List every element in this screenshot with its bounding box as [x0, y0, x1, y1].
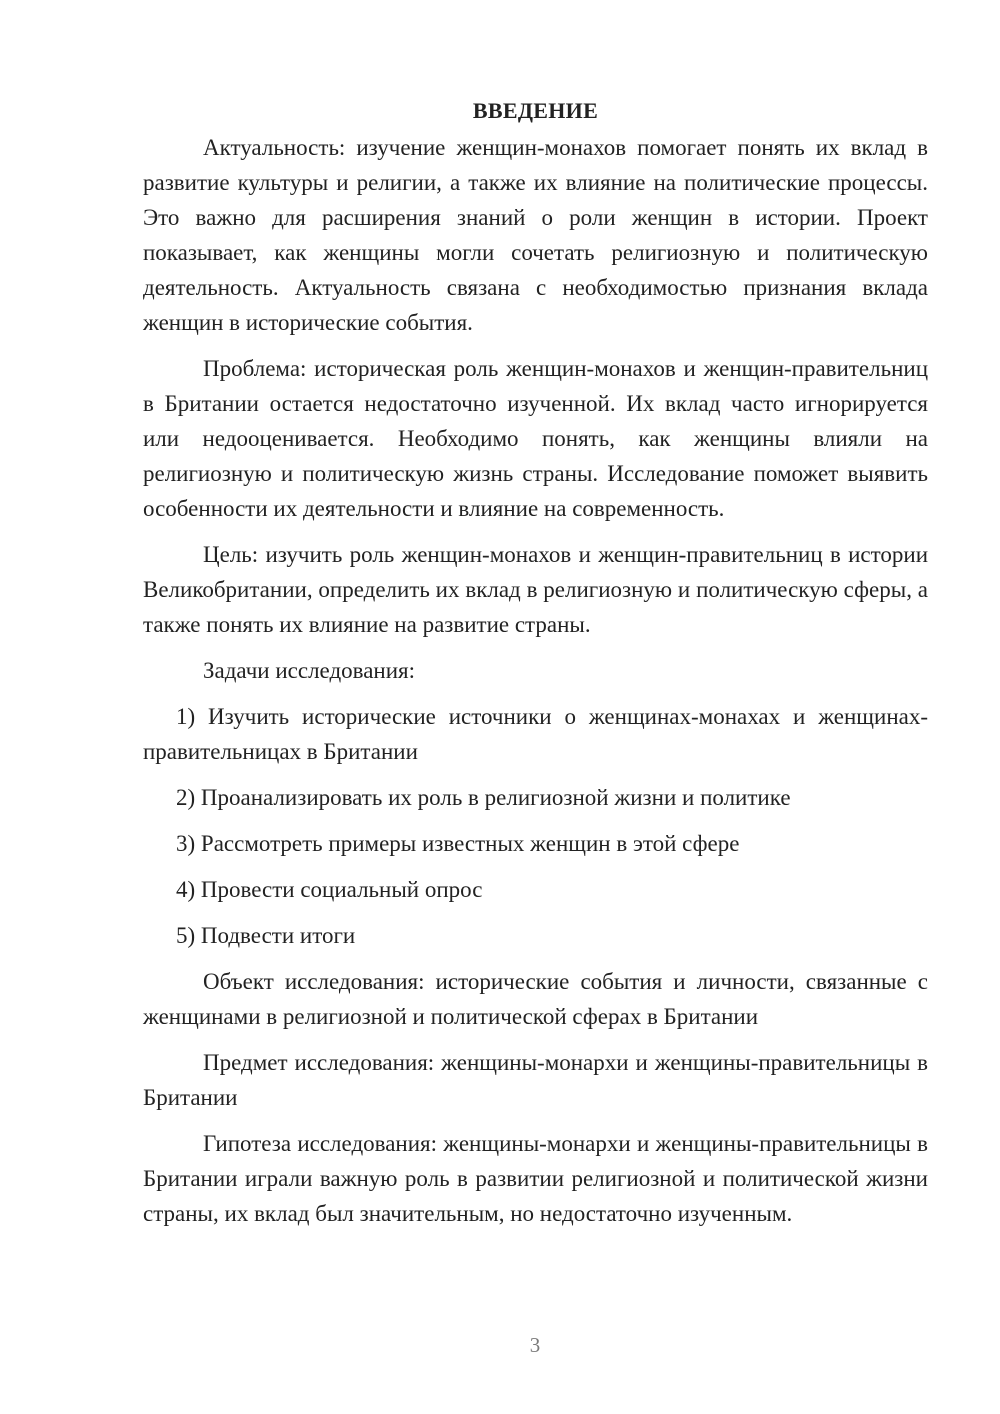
object-paragraph: Объект исследования: исторические события и личности, связанные с женщинами в религиозной и политической сферах в Британии	[143, 969, 928, 1029]
hypothesis-paragraph: Гипотеза исследования: женщины-монархи и женщины-правительницы в Британии играли важную роль в развитии религиозной и политической жизни страны, их вклад был значительным, но недостаточно изученным.	[143, 1131, 928, 1226]
relevance-paragraph: Актуальность: изучение женщин-монахов помогает понять их вклад в развитие культуры и религии, а также их влияние на политические процессы. Это важно для расширения знаний о роли женщин в истории. Проект показывает, как женщины могли сочетать религиозную и политическую деятельность. Актуальность связана с необходимостью признания вклада женщин в исторические события.	[143, 135, 928, 335]
task-item: 2) Проанализировать их роль в религиозной жизни и политике	[176, 785, 791, 810]
task-item: 1) Изучить исторические источники о женщинах-монахах и женщинах-правительницах в Британии	[143, 704, 928, 764]
goal-paragraph: Цель: изучить роль женщин-монахов и женщин-правительниц в истории Великобритании, определить их вклад в религиозную и политическую сферы, а также понять их влияние на развитие страны.	[143, 542, 928, 637]
task-item: 4) Провести социальный опрос	[176, 877, 483, 902]
task-item: 5) Подвести итоги	[176, 923, 356, 948]
page-content	[143, 93, 928, 1242]
tasks-list	[143, 699, 928, 953]
page-number: 3	[529, 1333, 541, 1357]
subject-paragraph: Предмет исследования: женщины-монархи и женщины-правительницы в Британии	[143, 1050, 928, 1110]
tasks-heading: Задачи исследования:	[203, 658, 416, 683]
task-item: 3) Рассмотреть примеры известных женщин в этой сфере	[176, 831, 740, 856]
section-heading: ВВЕДЕНИЕ	[472, 98, 599, 123]
problem-paragraph: Проблема: историческая роль женщин-монахов и женщин-правительниц в Британии остается недостаточно изученной. Их вклад часто игнорируется или недооценивается. Необходимо понять, как женщины влияли на религиозную и политическую жизнь страны. Исследование поможет выявить особенности их деятельности и влияние на современность.	[143, 356, 928, 521]
